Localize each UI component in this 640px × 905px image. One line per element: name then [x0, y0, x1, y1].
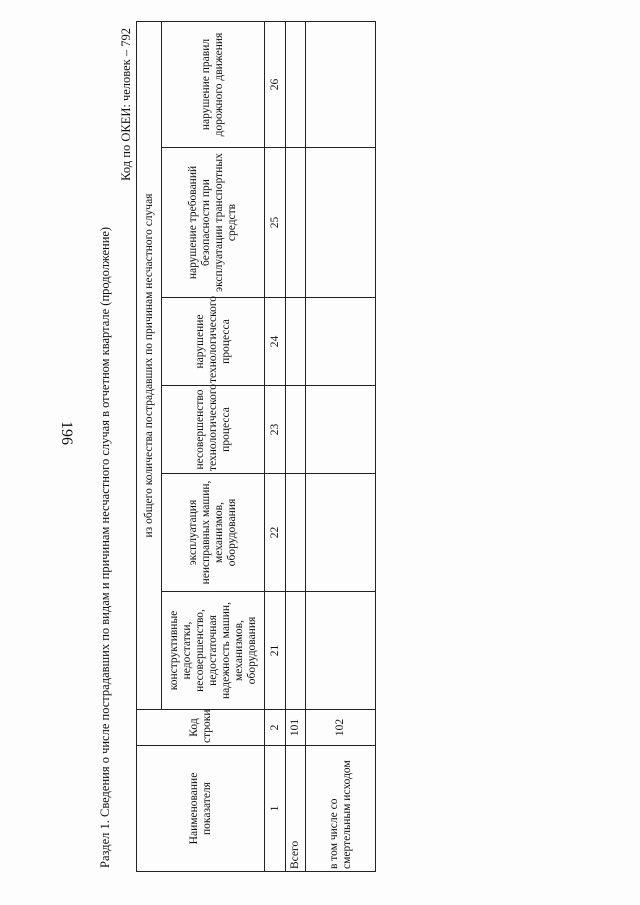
- data-cell: [306, 22, 376, 148]
- row-code: 101: [286, 710, 306, 746]
- rotated-page-content: [92, 22, 612, 872]
- data-cell: [286, 386, 306, 474]
- column-number: 23: [265, 386, 286, 474]
- data-cell: [286, 148, 306, 298]
- header-row-code: Код строки: [137, 710, 265, 746]
- column-number: 24: [265, 298, 286, 386]
- data-cell: [286, 22, 306, 148]
- row-code: 102: [306, 710, 376, 746]
- row-name: Всего: [286, 746, 306, 872]
- header-indicator-name: Наименование показателя: [137, 746, 265, 872]
- header-group-causes: из общего количества пострадавших по причинам несчастного случая: [137, 22, 162, 710]
- header-cause-process-violation: нарушение технологического процесса: [162, 298, 265, 386]
- column-number: 2: [265, 710, 286, 746]
- header-cause-imperfect-process: несовершенство технологического процесса: [162, 386, 265, 474]
- column-number-row: [265, 22, 286, 872]
- column-number: 1: [265, 746, 286, 872]
- column-number: 21: [265, 592, 286, 710]
- data-cell: [286, 592, 306, 710]
- table-row-fatal: [306, 22, 376, 872]
- casualty-causes-table: [136, 21, 376, 872]
- column-number: 25: [265, 148, 286, 298]
- data-cell: [306, 298, 376, 386]
- header-cause-design-defects: конструктивные недостатки, несовершенство, недостаточная надежность машин, механизмов, оборудования: [162, 592, 265, 710]
- column-number: 26: [265, 22, 286, 148]
- header-cause-traffic-rules: нарушение правил дорожного движения: [162, 22, 265, 148]
- data-cell: [286, 474, 306, 592]
- table-row-total: [286, 22, 306, 872]
- section-caption: Раздел 1. Сведения о числе пострадавших по видам и причинам несчастного случая в отчетном квартале (продолжение): [98, 226, 112, 868]
- header-cause-vehicle-safety: нарушение требований безопасности при эксплуатации транспортных средств: [162, 148, 265, 298]
- page-number: 196: [58, 421, 75, 445]
- data-cell: [286, 298, 306, 386]
- data-cell: [306, 386, 376, 474]
- header-cause-faulty-machines: эксплуатация неисправных машин, механизмов, оборудования: [162, 474, 265, 592]
- column-number: 22: [265, 474, 286, 592]
- okei-code: Код по ОКЕИ: человек – 792: [119, 28, 133, 181]
- data-cell: [306, 592, 376, 710]
- row-name: в том числе со смертельным исходом: [306, 746, 376, 872]
- data-cell: [306, 474, 376, 592]
- data-cell: [306, 148, 376, 298]
